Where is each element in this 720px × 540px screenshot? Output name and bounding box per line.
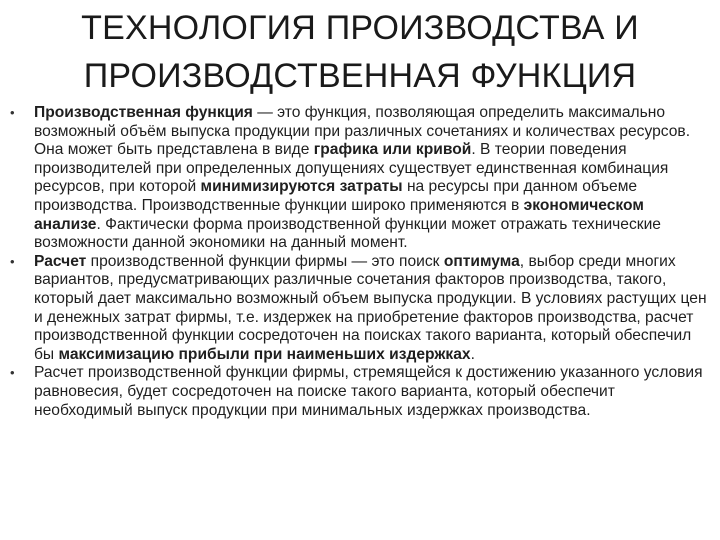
bullet-list (10, 104, 712, 420)
bold-term: графика или кривой (313, 141, 472, 159)
text-run: производственной функции фирмы — это поиск (86, 252, 444, 270)
bullet-item-3 (10, 364, 712, 420)
bold-term: минимизируются затраты (200, 178, 403, 196)
slide-title-line-1: ТЕХНОЛОГИЯ ПРОИЗВОДСТВА И (81, 9, 639, 47)
bullet-text-3 (34, 364, 712, 420)
text-run: . (470, 345, 475, 363)
bullet-text-1 (34, 104, 712, 253)
text-run: . Фактически форма производственной функции может отражать технические возможности данной экономики на данный момент. (34, 215, 661, 252)
bold-term: Производственная функция (34, 104, 253, 121)
bullet-marker: • (10, 253, 15, 269)
bold-term: экономическом анализе (34, 196, 644, 233)
slide-title-line-2: ПРОИЗВОДСТВЕННАЯ ФУНКЦИЯ (83, 57, 637, 95)
bullet-item-2 (10, 253, 712, 365)
bullet-item-1 (10, 104, 712, 253)
text-run: Расчет производственной функции фирмы, стремящейся к достижению указанного условия равновесия, будет сосредоточен на поиске такого варианта, который обеспечит необходимый выпуск продукции при минимальных издержках производства. (34, 364, 703, 419)
slide-title (20, 4, 700, 100)
text-run: на ресурсы при данном объеме производства. Производственные функции широко применяются в (34, 178, 638, 214)
bold-term: Расчет (34, 252, 87, 270)
bullet-text-2 (34, 253, 712, 365)
text-run: . В теории поведения производителей при определенных допущениях существует единственная комбинация ресурсов, при которой (34, 141, 669, 196)
bullet-marker: • (10, 105, 15, 120)
bullet-marker: • (10, 365, 15, 381)
bold-term: оптимума (443, 252, 520, 270)
text-run: — это функция, позволяющая определить максимально возможный объём выпуска продукции при различных сочетаниях и количествах ресурсов. Она может быть представлена в виде (34, 104, 691, 159)
bold-term: максимизацию прибыли при наименьших издержках (58, 345, 471, 363)
text-run: , выбор среди многих вариантов, предусматривающих различные сочетания факторов производства, такого, который дает максимально возможный объем выпуска продукции. В условиях растущих цен и денежных затрат фирмы, т.е. издержек на приобретение факторов производства, расчет производственной функции сосредоточен на поисках такого варианта, который обеспечил бы (34, 252, 707, 363)
